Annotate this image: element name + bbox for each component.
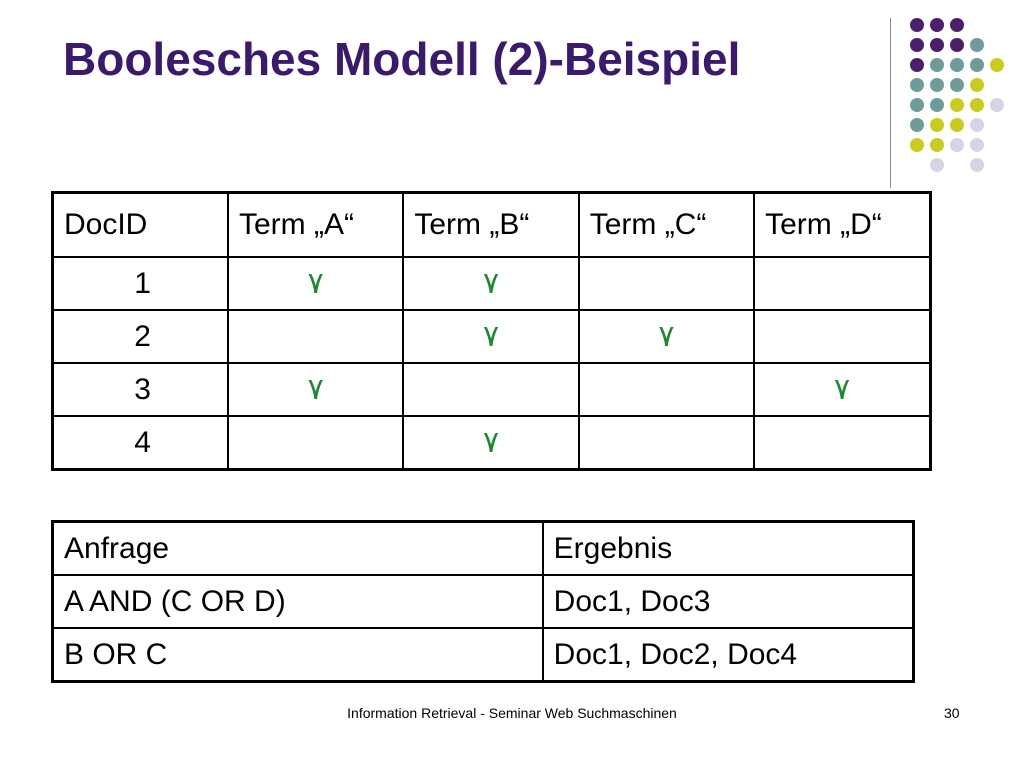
- term-cell: [403, 257, 578, 310]
- dot: [990, 58, 1004, 72]
- header-term-b: Term „B“: [403, 193, 578, 258]
- page-number: 30: [944, 705, 960, 721]
- dot: [970, 78, 984, 92]
- dot: [950, 38, 964, 52]
- dot: [950, 78, 964, 92]
- table-row: [53, 363, 931, 416]
- term-cell: [228, 257, 403, 310]
- dot: [910, 38, 924, 52]
- header-anfrage: Anfrage: [53, 522, 543, 576]
- dot: [950, 118, 964, 132]
- term-cell: [754, 257, 930, 310]
- term-cell: [754, 416, 930, 470]
- dot: [930, 158, 944, 172]
- table-row: [53, 257, 931, 310]
- query-cell: A AND (C OR D): [53, 575, 543, 628]
- table-row: [53, 416, 931, 470]
- term-cell: [228, 363, 403, 416]
- dot: [950, 98, 964, 112]
- dot: [930, 18, 944, 32]
- term-cell: [228, 310, 403, 363]
- dot: [950, 18, 964, 32]
- term-cell: [579, 257, 754, 310]
- dot: [930, 38, 944, 52]
- dot: [910, 18, 924, 32]
- dot: [930, 138, 944, 152]
- dot: [970, 138, 984, 152]
- dot: [930, 98, 944, 112]
- dot: [930, 78, 944, 92]
- doc-id-cell: 2: [53, 310, 228, 363]
- table-row: [53, 310, 931, 363]
- query-cell: B OR C: [53, 628, 543, 682]
- header-term-c: Term „C“: [579, 193, 754, 258]
- term-cell: [403, 363, 578, 416]
- term-cell: [579, 416, 754, 470]
- check-mark-icon: ٧: [307, 373, 324, 406]
- dot: [910, 58, 924, 72]
- dot: [950, 138, 964, 152]
- check-mark-icon: ٧: [482, 426, 500, 459]
- doc-id-cell: 4: [53, 416, 228, 470]
- term-cell: [579, 310, 754, 363]
- result-cell: Doc1, Doc3: [543, 575, 914, 628]
- query-result-table: [51, 520, 915, 683]
- dot: [910, 138, 924, 152]
- dot: [970, 118, 984, 132]
- table-row: [53, 575, 914, 628]
- check-mark-icon: ٧: [658, 320, 675, 353]
- table-row: [53, 628, 914, 682]
- term-cell: [754, 363, 930, 416]
- dot: [930, 118, 944, 132]
- dot: [970, 38, 984, 52]
- doc-id-cell: 3: [53, 363, 228, 416]
- title-divider: [890, 18, 891, 188]
- term-cell: [579, 363, 754, 416]
- dot: [910, 98, 924, 112]
- dot: [970, 98, 984, 112]
- document-term-table: [51, 191, 932, 471]
- term-cell: [228, 416, 403, 470]
- check-mark-icon: ٧: [833, 373, 851, 406]
- dot: [910, 78, 924, 92]
- term-cell: [403, 310, 578, 363]
- check-mark-icon: ٧: [482, 320, 500, 353]
- dot: [970, 158, 984, 172]
- slide-title: Boolesches Modell (2)-Beispiel: [63, 33, 741, 85]
- header-ergebnis: Ergebnis: [543, 522, 914, 576]
- check-mark-icon: ٧: [307, 267, 324, 300]
- decorative-dot-grid: [904, 12, 1012, 164]
- header-docid: DocID: [53, 193, 228, 258]
- dot: [950, 58, 964, 72]
- term-cell: [403, 416, 578, 470]
- dot: [910, 118, 924, 132]
- dot: [970, 58, 984, 72]
- dot: [990, 98, 1004, 112]
- table-header-row: [53, 522, 914, 576]
- term-cell: [754, 310, 930, 363]
- result-cell: Doc1, Doc2, Doc4: [543, 628, 914, 682]
- slide-footer: Information Retrieval - Seminar Web Suchmaschinen: [347, 705, 677, 721]
- dot: [930, 58, 944, 72]
- check-mark-icon: ٧: [482, 267, 500, 300]
- doc-id-cell: 1: [53, 257, 228, 310]
- header-term-d: Term „D“: [754, 193, 930, 258]
- header-term-a: Term „A“: [228, 193, 403, 258]
- table-header-row: [53, 193, 931, 258]
